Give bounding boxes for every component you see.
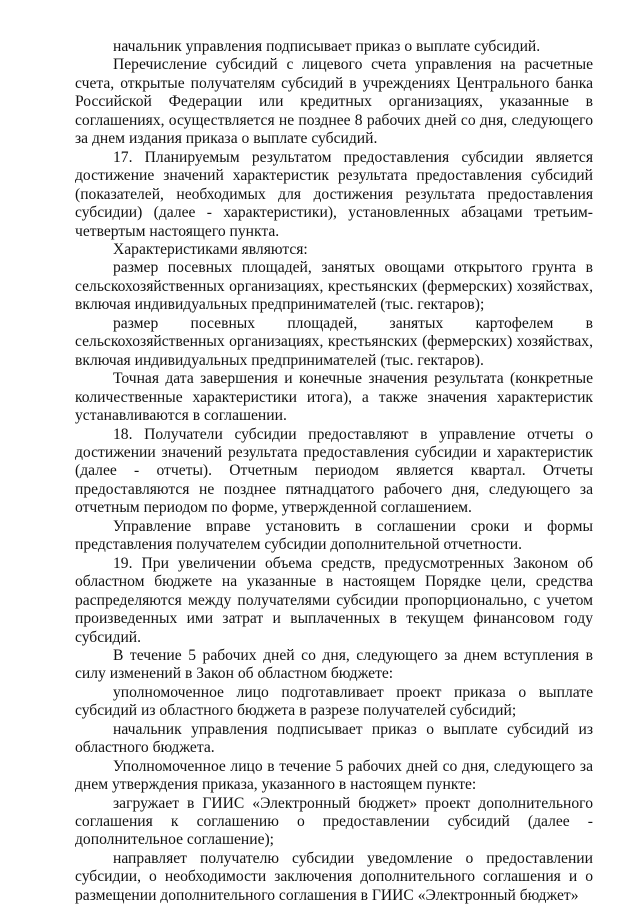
paragraph: размер посевных площадей, занятых картофелем в сельскохозяйственных организациях, крестьянских (фермерских) хозяйствах, включая индивидуальных предпринимателей (тыс. гектаров). [75,314,593,369]
paragraph: 18. Получатели субсидии предоставляют в управление отчеты о достижении значений результата предоставления субсидии и характеристик (далее - отчеты). Отчетным периодом является квартал. Отчеты предоставляются не позднее пятнадцатого рабочего дня, следующего за отчетным периодом по форме, утвержденной соглашением. [75,425,593,517]
paragraph: уполномоченное лицо подготавливает проект приказа о выплате субсидий из областного бюджета в разрезе получателей субсидий; [75,683,593,720]
paragraph: направляет получателю субсидии уведомление о предоставлении субсидии, о необходимости заключения дополнительного соглашения и о размещении дополнительного соглашения в ГИИС «Электронный бюджет» [75,849,593,904]
paragraph: Характеристиками являются: [113,240,308,258]
paragraph: загружает в ГИИС «Электронный бюджет» проект дополнительного соглашения к соглашению о предоставлении субсидий (далее - дополнительное соглашение); [75,794,593,849]
paragraph: Уполномоченное лицо в течение 5 рабочих дней со дня, следующего за днем утверждения приказа, указанного в настоящем пункте: [75,757,593,794]
paragraph: начальник управления подписывает приказ о выплате субсидий. [113,38,541,55]
paragraph: начальник управления подписывает приказ о выплате субсидий из областного бюджета. [75,720,593,757]
paragraph: Управление вправе установить в соглашении сроки и формы представления получателем субсидии дополнительной отчетности. [75,517,593,554]
paragraph: 19. При увеличении объема средств, предусмотренных Законом об областном бюджете на указанные в настоящем Порядке цели, средства распределяются между получателями субсидии пропорционально, с учетом произведенных ими затрат и выплаченных в текущем финансовом году субсидий. [75,554,593,646]
paragraph: В течение 5 рабочих дней со дня, следующего за днем вступления в силу изменений в Закон об областном бюджете: [75,646,593,683]
paragraph: Точная дата завершения и конечные значения результата (конкретные количественные характеристики итога), а также значения характеристик устанавливаются в соглашении. [75,370,593,425]
document-page [75,38,593,905]
paragraph: размер посевных площадей, занятых овощами открытого грунта в сельскохозяйственных организациях, крестьянских (фермерских) хозяйствах, включая индивидуальных предпринимателей (тыс. гектаров); [75,259,593,314]
paragraph: 17. Планируемым результатом предоставления субсидии является достижение значений характеристик результата предоставления субсидий (показателей, необходимых для достижения результата предоставления субсидии) (далее - характеристики), установленных абзацами третьим-четвертым настоящего пункта. [75,148,593,240]
paragraph: Перечисление субсидий с лицевого счета управления на расчетные счета, открытые получателям субсидий в учреждениях Центрального банка Российской Федерации или кредитных организациях, указанные в соглашениях, осуществляется не позднее 8 рабочих дней со дня, следующего за днем издания приказа о выплате субсидий. [75,56,593,148]
